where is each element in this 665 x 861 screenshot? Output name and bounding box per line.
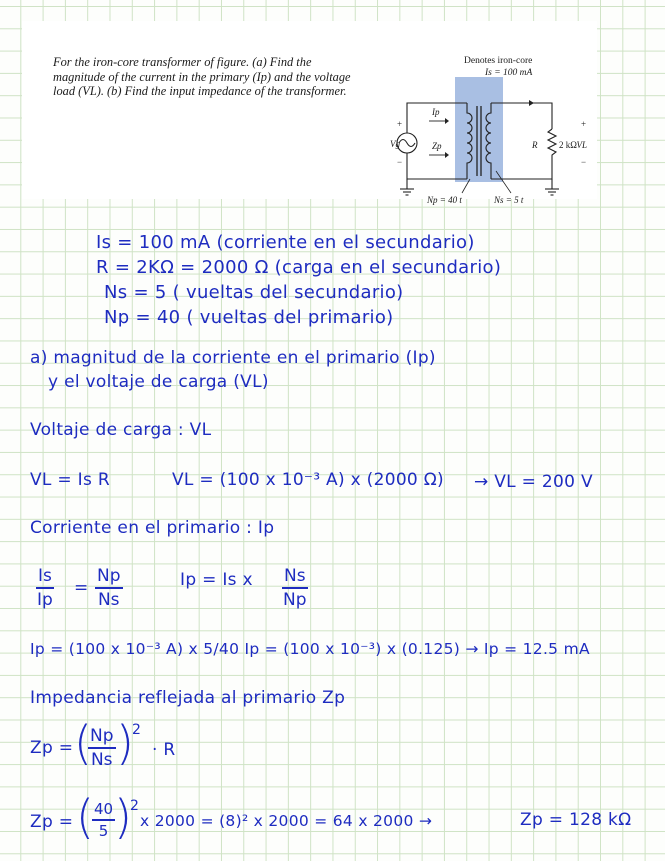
svg-text:Ip: Ip xyxy=(432,107,440,117)
zp-formula-exponent: 2 xyxy=(132,722,142,738)
resistor-icon xyxy=(548,129,556,159)
zp-sub-exponent: 2 xyxy=(130,798,140,814)
secondary-ground-icon xyxy=(545,189,559,195)
ratio-is-over-ip: $\frac{Is}{Ip}$ xyxy=(37,566,53,610)
zp-sub-left: Zp = xyxy=(30,812,74,832)
zp-close-paren: ) xyxy=(116,716,134,770)
ns-label: Ns = 5 t xyxy=(494,195,524,205)
ip-formula-ns-over-np: $\frac{Ns}{Np}$ xyxy=(283,566,307,610)
zp-formula-right: · R xyxy=(152,740,176,760)
problem-statement: For the iron-core transformer of figure. (a) Find the magnitude of the current in the primary (Ip) and the voltage load (VL). (b) Find the input impedance of the transformer. xyxy=(53,55,351,99)
svg-text:R: R xyxy=(532,140,538,150)
transformer-circuit-diagram xyxy=(377,51,592,211)
core-label: Denotes iron-core xyxy=(464,56,533,66)
given-ns: Ns = 5 ( vueltas del secundario) xyxy=(104,282,404,303)
iron-core-region xyxy=(455,77,503,182)
zp-substitution: x 2000 = (8)² x 2000 = 64 x 2000 → xyxy=(140,812,433,830)
svg-text:−: − xyxy=(397,157,403,167)
zp-formula-np-over-ns: $\frac{Np}{Ns}$ xyxy=(90,726,114,770)
svg-text:Zp: Zp xyxy=(432,141,442,151)
ratio-equals: = xyxy=(74,578,89,598)
ip-formula-left: Ip = Is x xyxy=(180,570,253,590)
part-a-heading-line-1: a) magnitud de la corriente en el primario (Ip) xyxy=(30,348,436,368)
svg-text:+: + xyxy=(397,119,403,129)
svg-text:VL: VL xyxy=(576,140,587,150)
given-r: R = 2KΩ = 2000 Ω (carga en el secundario) xyxy=(96,257,502,278)
zp-sub-open-paren: ( xyxy=(76,790,94,844)
primary-ground-icon xyxy=(400,189,414,195)
given-is: Is = 100 mA (corriente en el secundario) xyxy=(96,232,475,253)
svg-text:−: − xyxy=(581,157,587,167)
zp-formula-left: Zp = xyxy=(30,738,74,758)
given-np: Np = 40 ( vueltas del primario) xyxy=(104,307,394,328)
zp-result: Zp = 128 kΩ xyxy=(520,810,632,830)
vl-substitution: VL = (100 x 10⁻³ A) x (2000 Ω) xyxy=(172,470,444,490)
vg-label: Vg xyxy=(390,139,400,149)
vl-result: → VL = 200 V xyxy=(474,472,593,492)
zp-heading: Impedancia reflejada al primario Zp xyxy=(30,688,346,708)
is-label: Is = 100 mA xyxy=(485,68,533,78)
vl-heading: Voltaje de carga : VL xyxy=(30,420,212,440)
r-value: 2 kΩ xyxy=(559,140,577,150)
vl-formula: VL = Is R xyxy=(30,470,110,490)
ip-substitution: Ip = (100 x 10⁻³ A) x 5/40 Ip = (100 x 10⁻³) x (0.125) → Ip = 12.5 mA xyxy=(30,640,590,658)
ip-heading: Corriente en el primario : Ip xyxy=(30,518,275,538)
ratio-np-over-ns: $\frac{Np}{Ns}$ xyxy=(97,566,121,610)
zp-open-paren: ( xyxy=(74,716,92,770)
problem-card xyxy=(22,21,597,205)
zp-sub-close-paren: ) xyxy=(114,790,132,844)
zp-sub-40-over-5: $\frac{40}{5}$ xyxy=(94,800,114,840)
is-arrow xyxy=(529,100,534,106)
svg-text:+: + xyxy=(581,119,587,129)
part-a-heading-line-2: y el voltaje de carga (VL) xyxy=(48,372,269,392)
np-label: Np = 40 t xyxy=(427,195,462,205)
